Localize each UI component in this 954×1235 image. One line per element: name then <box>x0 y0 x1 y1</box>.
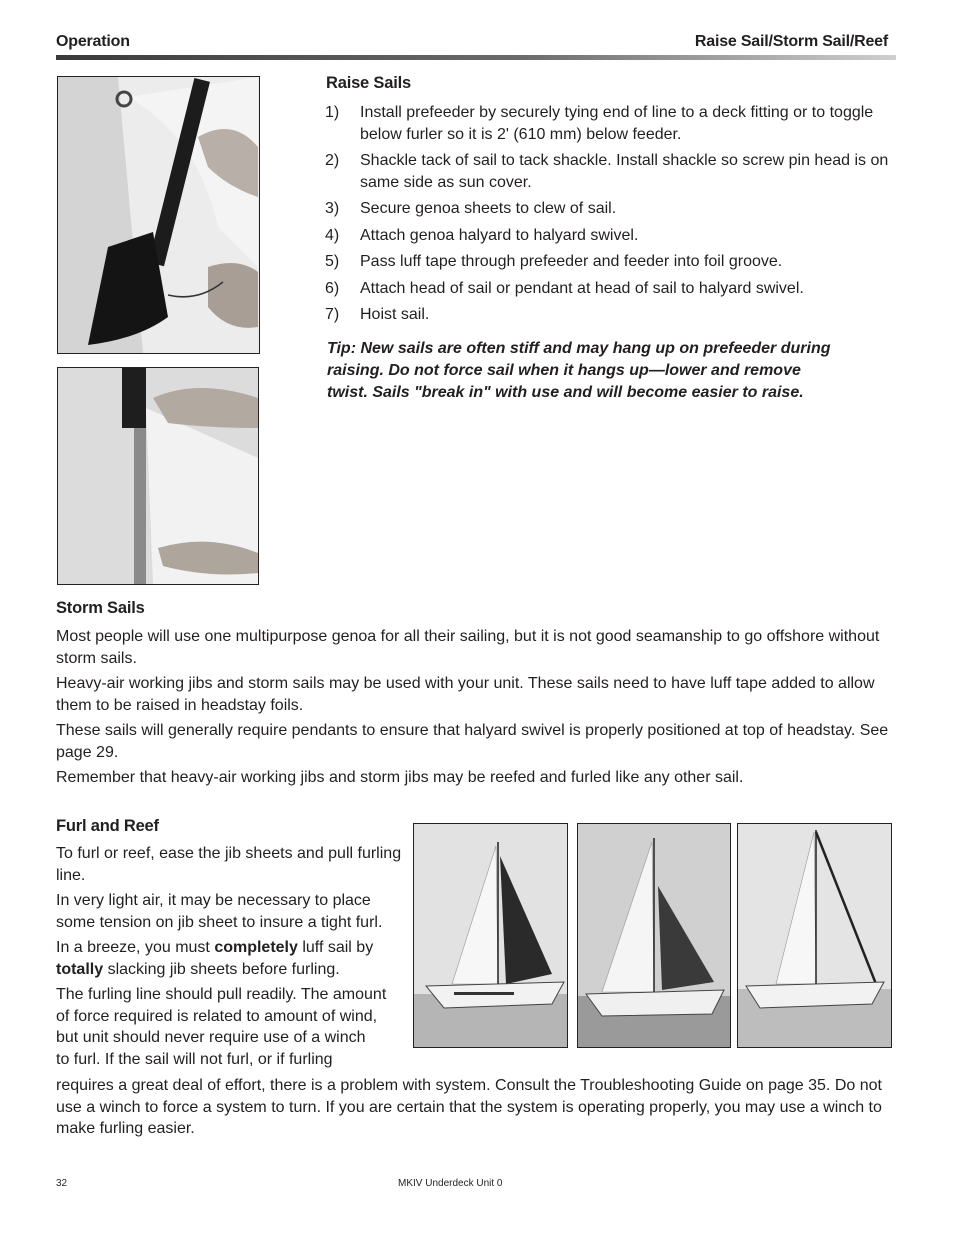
luff-tape-photo <box>57 367 259 585</box>
paragraph: Most people will use one multipurpose genoa for all their sailing, but it is not good seamanship to go offshore without storm sails. <box>56 628 880 667</box>
furl-reef-body <box>56 843 412 1070</box>
furl-reef-heading: Furl and Reef <box>56 817 159 835</box>
sailboat-photo-furled <box>737 823 892 1048</box>
paragraph: Remember that heavy-air working jibs and storm jibs may be reefed and furled like any other sail. <box>56 769 744 786</box>
page-number: 32 <box>56 1178 68 1189</box>
paragraph: The furling line should pull readily. The amount of force required is related to amount of wind, but unit should never require use of a winch to furl. If the sail will not furl, or if furling <box>56 986 387 1068</box>
page-topic: Raise Sail/Storm Sail/Reef <box>694 33 888 50</box>
paragraph: These sails will generally require pendants to ensure that halyard swivel is properly positioned at top of headstay. See page 29. <box>56 722 889 761</box>
raise-sails-tip: Tip: New sails are often stiff and may hang up on prefeeder during raising. Do not force sail when it hangs up—lower and remove twist. Sails "break in" with use and will become easier to raise. <box>327 340 831 401</box>
raise-sails-heading: Raise Sails <box>326 74 411 92</box>
paragraph: To furl or reef, ease the jib sheets and pull furling line. <box>56 845 402 884</box>
list-item: 2) Shackle tack of sail to tack shackle. Install shackle so screw pin head is on same side as sun cover. <box>325 152 889 191</box>
header-rule <box>56 55 896 60</box>
list-item: 4) Attach genoa halyard to halyard swivel. <box>325 226 639 244</box>
list-item: 7) Hoist sail. <box>325 306 430 323</box>
document-title: MKIV Underdeck Unit 0 <box>398 1178 503 1189</box>
paragraph: Heavy-air working jibs and storm sails may be used with your unit. These sails need to have luff tape added to allow them to be raised in headstay foils. <box>56 675 875 714</box>
paragraph: In very light air, it may be necessary to place some tension on jib sheet to insure a tight furl. <box>56 892 383 931</box>
prefeeder-photo <box>57 76 260 354</box>
list-item: 6) Attach head of sail or pendant at head of sail to halyard swivel. <box>325 279 804 297</box>
list-item: 3) Secure genoa sheets to clew of sail. <box>325 200 617 217</box>
paragraph: In a breeze, you must completely luff sail by totally slacking jib sheets before furling. <box>56 939 374 978</box>
sailboat-photo-full-sail <box>413 823 568 1048</box>
list-item: 5) Pass luff tape through prefeeder and feeder into foil groove. <box>325 253 783 270</box>
sailboat-photo-reefed <box>577 823 731 1048</box>
furl-reef-continued: requires a great deal of effort, there is a problem with system. Consult the Troubleshooting Guide on page 35. Do not use a winch to force a system to turn. If you are certain that the system is operating properly, you may use a winch to make furling easier. <box>56 1077 882 1137</box>
list-item: 1) Install prefeeder by securely tying end of line to a deck fitting or to toggle below furler so it is 2' (610 mm) below feeder. <box>325 104 874 143</box>
storm-sails-body <box>56 626 901 793</box>
storm-sails-heading: Storm Sails <box>56 599 145 617</box>
raise-sails-steps <box>325 102 895 331</box>
section-label: Operation <box>56 33 130 50</box>
